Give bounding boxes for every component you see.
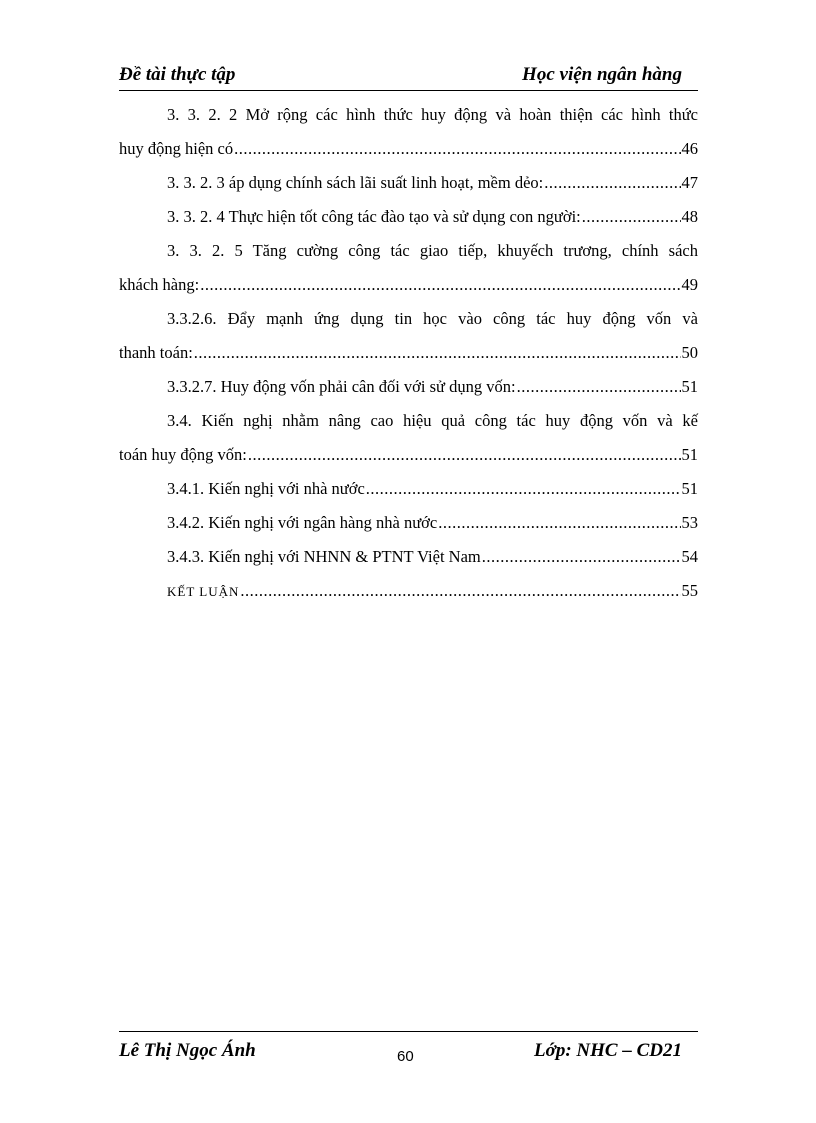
toc-page-number: 49 [681, 275, 698, 294]
leader-dots [366, 472, 681, 506]
leader-dots [582, 200, 681, 234]
leader-dots [517, 370, 681, 404]
toc-entry-title: 3. 3. 2. 2 Mở rộng các hình thức huy động và hoàn thiện các hình thức [167, 105, 698, 124]
toc-entry-title-cont: khách hàng: [119, 275, 200, 294]
leader-dots [438, 506, 680, 540]
toc-page-number: 50 [681, 343, 698, 362]
toc-entry[interactable] [119, 404, 698, 472]
toc-page-number: 48 [681, 207, 698, 226]
toc-entry-title-cont: huy động hiện có [119, 139, 234, 158]
toc-entry-title: 3.3.2.7. Huy động vốn phải cân đối với sử dụng vốn: [167, 377, 516, 396]
toc-page-number: 47 [681, 173, 698, 192]
toc-page-number: 51 [681, 479, 698, 498]
page-footer [119, 1031, 698, 1072]
footer-author: Lê Thị Ngọc Ánh [119, 1040, 256, 1061]
toc-entry-title: 3.4.2. Kiến nghị với ngân hàng nhà nước [167, 513, 438, 532]
toc-entry-title: KẾT LUẬN [167, 584, 240, 599]
toc-entry-title: 3. 3. 2. 4 Thực hiện tốt công tác đào tạo và sử dụng con người: [167, 207, 581, 226]
toc-entry-title: 3.4. Kiến nghị nhằm nâng cao hiệu quả công tác huy động vốn và kế [167, 411, 698, 430]
toc-entry[interactable] [119, 302, 698, 370]
toc-entry[interactable] [119, 166, 698, 200]
leader-dots [482, 540, 681, 574]
toc-entry[interactable] [119, 200, 698, 234]
toc-page-number: 55 [681, 581, 698, 600]
toc-page-number: 53 [681, 513, 698, 532]
toc-entry-title-cont: thanh toán: [119, 343, 193, 362]
toc-entry-title: 3.4.3. Kiến nghị với NHNN & PTNT Việt Nam [167, 547, 481, 566]
toc-page-number: 46 [681, 139, 698, 158]
toc-entry[interactable] [119, 98, 698, 166]
toc-entry[interactable] [119, 506, 698, 540]
toc-entry-title: 3. 3. 2. 3 áp dụng chính sách lãi suất linh hoạt, mềm dẻo: [167, 173, 544, 192]
leader-dots [234, 132, 680, 166]
toc-entry[interactable] [119, 234, 698, 302]
page-header [119, 64, 698, 91]
table-of-contents [119, 98, 698, 608]
header-institution: Học viện ngân hàng [522, 64, 682, 85]
toc-page-number: 51 [681, 377, 698, 396]
toc-entry-title-cont: toán huy động vốn: [119, 445, 247, 464]
toc-entry[interactable] [119, 540, 698, 574]
toc-page-number: 54 [681, 547, 698, 566]
toc-page-number: 51 [681, 445, 698, 464]
toc-entry-title: 3.3.2.6. Đẩy mạnh ứng dụng tin học vào công tác huy động vốn và [167, 309, 698, 328]
leader-dots [240, 574, 680, 608]
footer-page-number: 60 [397, 1048, 414, 1065]
leader-dots [248, 438, 681, 472]
toc-entry-conclusion[interactable] [119, 574, 698, 608]
toc-entry[interactable] [119, 472, 698, 506]
footer-class: Lớp: NHC – CD21 [534, 1040, 682, 1061]
header-topic: Đề tài thực tập [119, 64, 236, 85]
leader-dots [194, 336, 681, 370]
leader-dots [544, 166, 680, 200]
toc-entry-title: 3.4.1. Kiến nghị với nhà nước [167, 479, 365, 498]
leader-dots [200, 268, 680, 302]
toc-entry[interactable] [119, 370, 698, 404]
toc-entry-title: 3. 3. 2. 5 Tăng cường công tác giao tiếp, khuyếch trương, chính sách [167, 241, 698, 260]
